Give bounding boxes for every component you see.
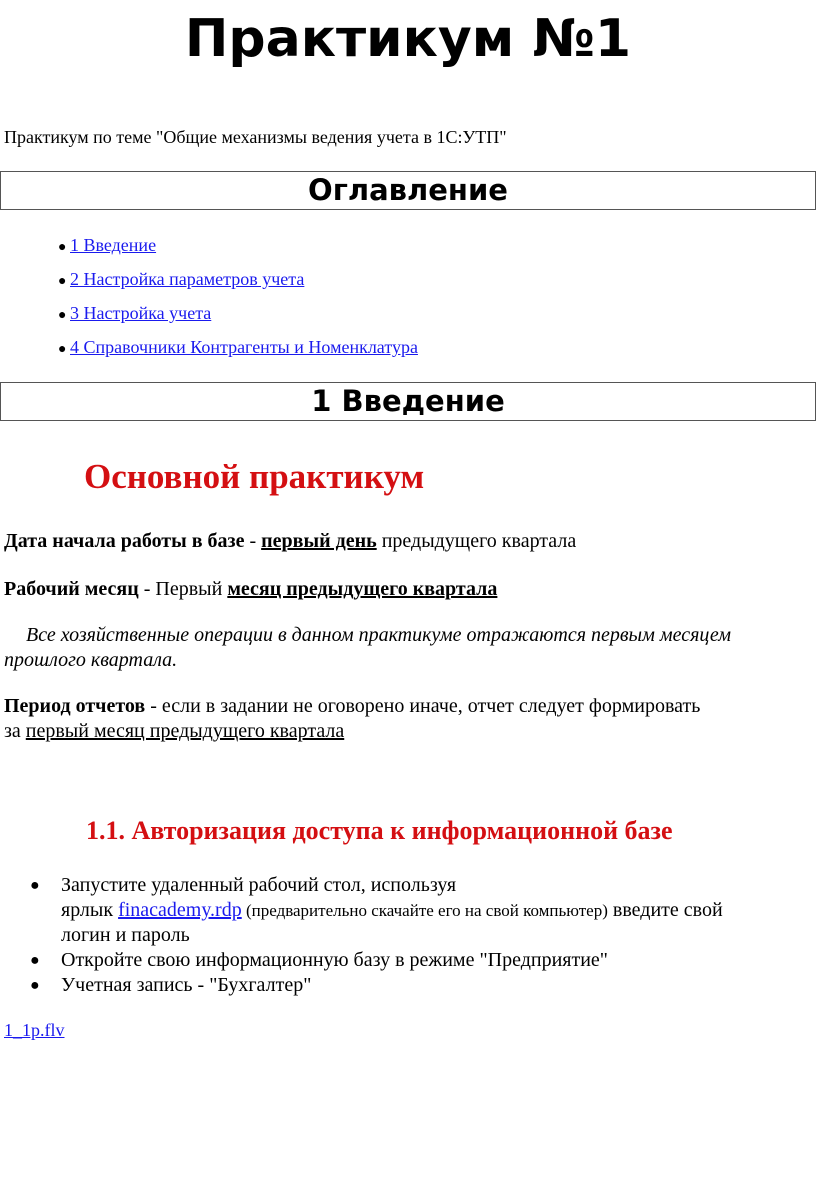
- video-link-line: [4, 1017, 65, 1043]
- report-period-label: Период отчетов: [4, 695, 146, 717]
- step-1-hint: (предварительно скачайте его на свой компьютер): [241, 901, 608, 920]
- section-heading-introduction: 1 Введение: [0, 382, 816, 421]
- auth-steps-list: [24, 873, 814, 998]
- note-line-2: прошлого квартала.: [4, 649, 178, 671]
- list-item: [24, 948, 814, 973]
- start-date-sep: -: [244, 530, 262, 552]
- bullet-icon: ●: [58, 308, 67, 323]
- step-1-line-3: логин и пароль: [61, 924, 190, 946]
- work-month-label: Рабочий месяц: [4, 578, 139, 600]
- report-period-prefix: за: [4, 720, 26, 742]
- auth-section-heading: 1.1. Авторизация доступа к информационной базе: [86, 816, 673, 845]
- toc-heading: Оглавление: [0, 171, 816, 210]
- bullet-icon: ●: [58, 240, 67, 255]
- step-2-text: Откройте свою информационную базу в режиме "Предприятие": [61, 949, 608, 971]
- report-period-line-2: [4, 718, 344, 744]
- main-practicum-title: Основной практикум: [84, 457, 425, 496]
- step-1-rest: введите свой: [607, 899, 723, 921]
- work-month-sep: - Первый: [138, 578, 228, 600]
- video-file-link[interactable]: 1_1p.flv: [4, 1020, 65, 1040]
- toc-list: [58, 231, 418, 367]
- start-date-label: Дата начала работы в базе: [4, 530, 245, 552]
- step-1-prefix: ярлык: [61, 899, 119, 921]
- toc-link-catalogs[interactable]: 4 Справочники Контрагенты и Номенклатура: [70, 337, 418, 357]
- bullet-icon: ●: [58, 342, 67, 357]
- toc-link-settings-params[interactable]: 2 Настройка параметров учета: [70, 269, 305, 289]
- list-item: [24, 973, 814, 998]
- start-date-line: [4, 528, 576, 554]
- rdp-file-link[interactable]: finacademy.rdp: [118, 899, 242, 921]
- toc-item: [58, 299, 418, 333]
- step-3-text: Учетная запись - "Бухгалтер": [61, 974, 312, 996]
- start-date-emph: первый день: [261, 530, 377, 552]
- work-month-emph: месяц предыдущего квартала: [227, 578, 498, 600]
- start-date-rest: предыдущего квартала: [376, 530, 577, 552]
- toc-link-accounting-setup[interactable]: 3 Настройка учета: [70, 303, 212, 323]
- page-title: Практикум №1: [184, 9, 632, 69]
- work-month-line: [4, 576, 497, 602]
- step-1-line-1: Запустите удаленный рабочий стол, используя: [61, 874, 457, 896]
- toc-item: [58, 265, 418, 299]
- list-item: [24, 873, 814, 948]
- toc-item: [58, 333, 418, 367]
- bullet-icon: ●: [30, 877, 40, 894]
- report-period-line: [4, 693, 700, 719]
- practicum-subtitle: Практикум по теме "Общие механизмы ведения учета в 1С:УТП": [4, 127, 507, 147]
- toc-link-introduction[interactable]: 1 Введение: [70, 235, 157, 255]
- bullet-icon: ●: [58, 274, 67, 289]
- toc-item: [58, 231, 418, 265]
- report-period-rest: - если в задании не оговорено иначе, отчет следует формировать: [145, 695, 701, 717]
- bullet-icon: ●: [30, 952, 40, 969]
- bullet-icon: ●: [30, 977, 40, 994]
- report-period-month: первый месяц предыдущего квартала: [25, 720, 345, 742]
- note-line-1: Все хозяйственные операции в данном практикуме отражаются первым месяцем: [26, 624, 732, 646]
